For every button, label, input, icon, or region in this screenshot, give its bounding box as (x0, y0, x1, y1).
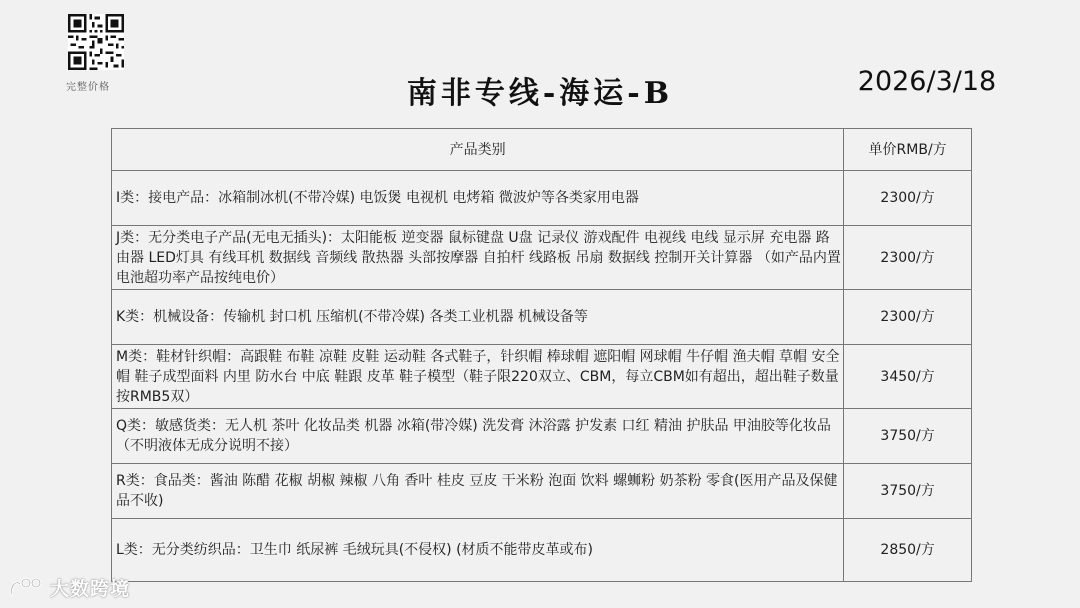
price-cell: 3450/方 (844, 345, 972, 409)
price-cell: 2300/方 (844, 226, 972, 290)
table-row (112, 409, 972, 464)
table-row (112, 464, 972, 519)
date-label: 2026/3/18 (857, 66, 997, 97)
table-row (112, 226, 972, 290)
price-cell: 2850/方 (844, 519, 972, 582)
category-cell: I类：接电产品：冰箱制冰机(不带冷媒) 电饭煲 电视机 电烤箱 微波炉等各类家用电器 (112, 171, 844, 226)
watermark (8, 572, 130, 602)
category-cell: R类：食品类：酱油 陈醋 花椒 胡椒 辣椒 八角 香叶 桂皮 豆皮 干米粉 泡面 饮料 螺蛳粉 奶茶粉 零食(医用产品及保健品不收) (112, 464, 844, 519)
category-cell: L类：无分类纺织品：卫生巾 纸尿裤 毛绒玩具(不侵权) (材质不能带皮革或布) (112, 519, 844, 582)
table-row (112, 345, 972, 409)
page-title: 南非专线-海运-B (406, 76, 674, 111)
category-header: 产品类别 (112, 129, 844, 171)
qr-caption: 完整价格 (66, 82, 110, 93)
table-row (112, 290, 972, 345)
price-cell: 3750/方 (844, 409, 972, 464)
category-cell: J类：无分类电子产品(无电无插头)：太阳能板 逆变器 鼠标键盘 U盘 记录仪 游戏配件 电视线 电线 显示屏 充电器 路由器 LED灯具 有线耳机 数据线 音频线 散热器 头部按摩器 自拍杆 线路板 吊扇 数据线 控制开关计算器 （如产品内置电池超功率产品按纯电价） (112, 226, 844, 290)
table-row (112, 519, 972, 582)
price-header: 单价RMB/方 (844, 129, 972, 171)
qr-code-icon (68, 14, 124, 70)
price-cell: 2300/方 (844, 290, 972, 345)
category-cell: Q类：敏感货类：无人机 茶叶 化妆品类 机器 冰箱(带冷媒) 洗发膏 沐浴露 护发素 口红 精油 护肤品 甲油胶等化妆品 （不明液体无成分说明不接） (112, 409, 844, 464)
price-table (111, 128, 972, 582)
category-cell: K类：机械设备：传输机 封口机 压缩机(不带冷媒) 各类工业机器 机械设备等 (112, 290, 844, 345)
price-cell: 2300/方 (844, 171, 972, 226)
table-header-row (112, 129, 972, 171)
watermark-text: 大数跨境 (50, 577, 131, 600)
table-row (112, 171, 972, 226)
price-cell: 3750/方 (844, 464, 972, 519)
watermark-logo-icon (8, 574, 46, 600)
category-cell: M类：鞋材针织帽：高跟鞋 布鞋 凉鞋 皮鞋 运动鞋 各式鞋子，针织帽 棒球帽 遮阳帽 网球帽 牛仔帽 渔夫帽 草帽 安全帽 鞋子成型面料 内里 防水台 中底 鞋跟 皮革 鞋子模型（鞋子限220双立、CBM，每立CBM如有超出，超出鞋子数量按RMB5双） (112, 345, 844, 409)
